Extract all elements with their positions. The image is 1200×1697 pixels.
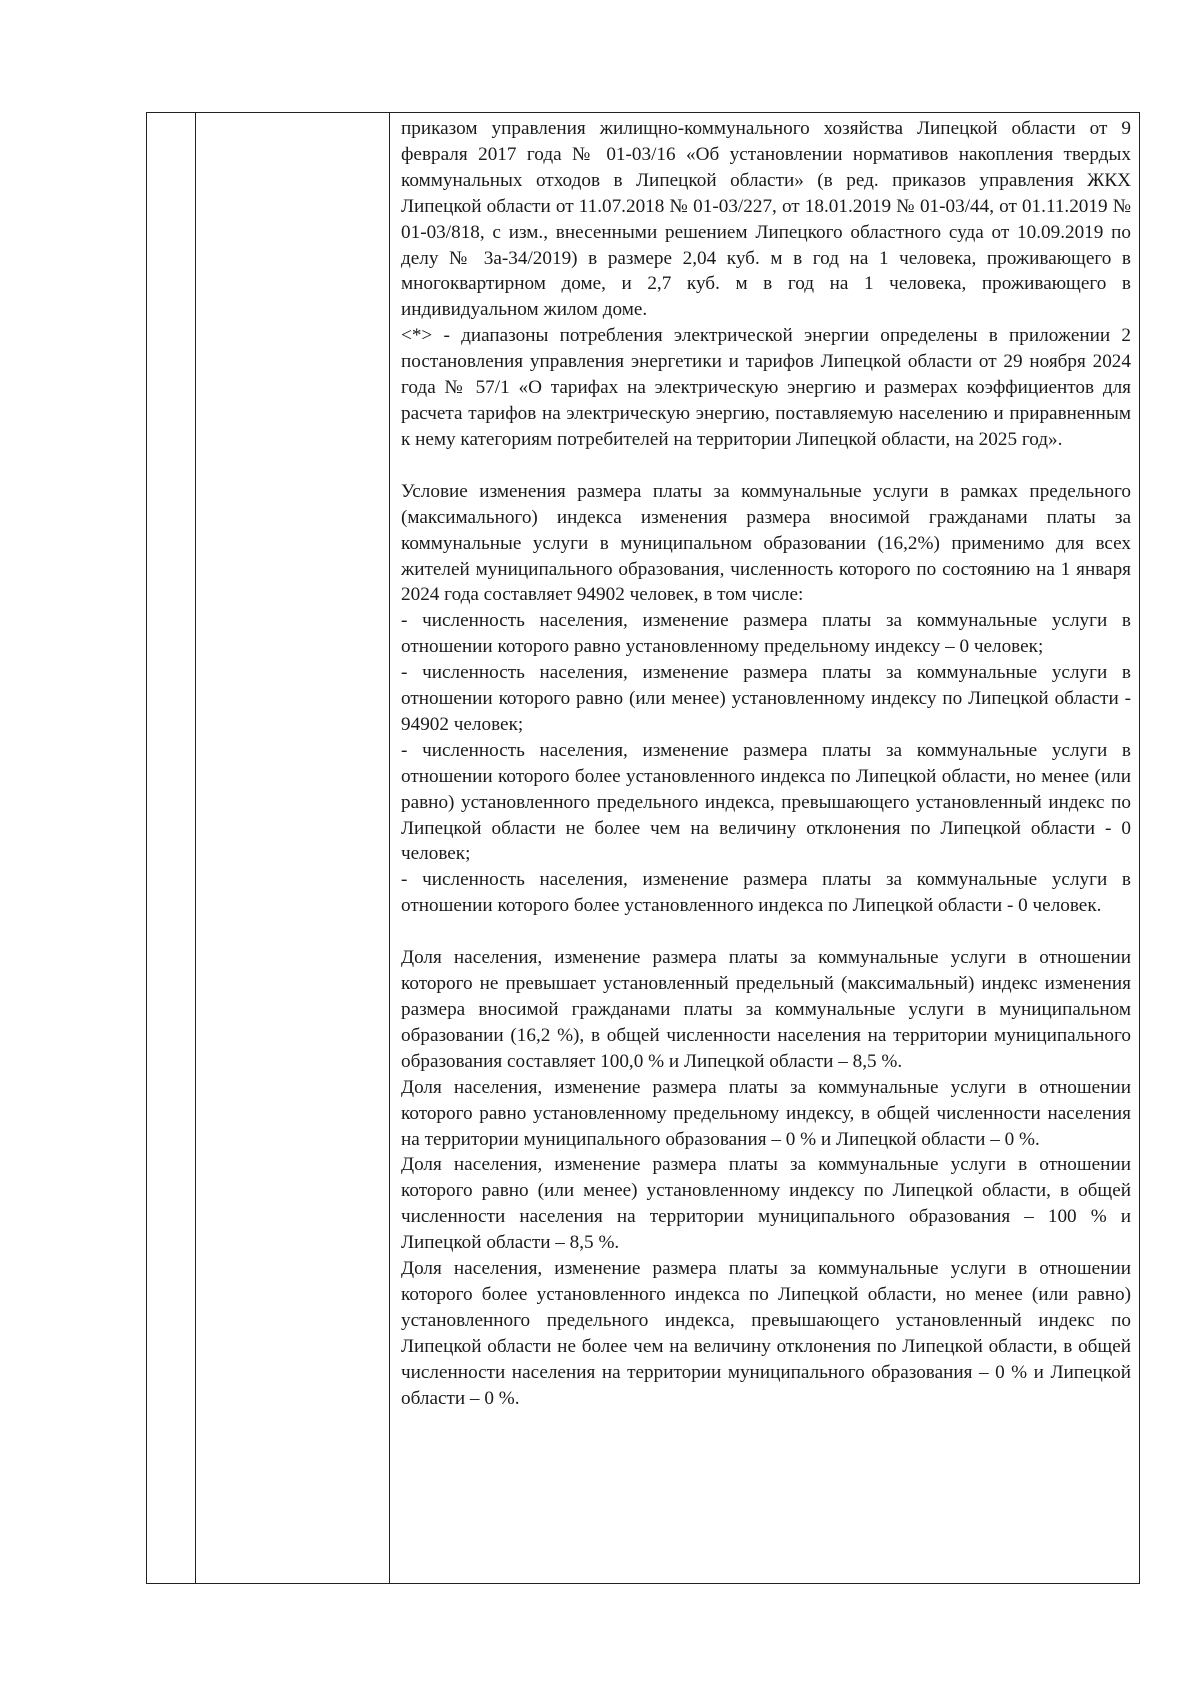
table-column-number xyxy=(147,113,196,1583)
paragraph-gap xyxy=(401,453,1131,479)
list-item-population-between-indices: - численность населения, изменение размера платы за коммунальные услуги в отношении которого более установленного индекса по Липецкой области, но менее (или равно) установленного предельного индекса, превышающего установленный индекс по Липецкой области не более чем на величину отклонения по Липецкой области - 0 человек; xyxy=(401,739,1131,865)
paragraph-share-equal-limit: Доля населения, изменение размера платы за коммунальные услуги в отношении которого равно установленному предельному индексу, в общей численности населения на территории муниципального образования – 0 % и Липецкой области – 0 %. xyxy=(401,1076,1131,1150)
paragraph-share-below-region-index: Доля населения, изменение размера платы за коммунальные услуги в отношении которого равно (или менее) установленному индексу по Липецкой области, в общей численности населения на территории муниципального образования – 100 % и Липецкой области – 8,5 %. xyxy=(401,1154,1131,1254)
list-item-population-below-region-index: - численность населения, изменение размера платы за коммунальные услуги в отношении которого равно (или менее) установленному индексу по Липецкой области - 94902 человек; xyxy=(401,662,1131,735)
table-column-name xyxy=(196,113,390,1583)
paragraph-tko-norms: приказом управления жилищно-коммунального хозяйства Липецкой области от 9 февраля 2017 года № 01-03/16 «Об установлении нормативов накопления твердых коммунальных отходов в Липецкой области» (в ред. приказов управления ЖКХ Липецкой области от 11.07.2018 № 01-03/227, от 18.01.2019 № 01-03/44, от 01.11.2019 № 01-03/818, с изм., внесенными решением Липецкого областного суда от 10.09.2019 по делу № 3а-34/2019) в размере 2,04 куб. м в год на 1 человека, проживающего в многоквартирном доме, и 2,7 куб. м в год на 1 человека, проживающего в индивидуальном жилом доме. xyxy=(401,118,1131,321)
paragraph-payment-condition: Условие изменения размера платы за коммунальные услуги в рамках предельного (максимального) индекса изменения размера вносимой гражданами платы за коммунальные услуги в муниципальном образовании (16,2%) применимо для всех жителей муниципального образования, численность которого по состоянию на 1 января 2024 года составляет 94902 человек, в том числе: xyxy=(401,480,1131,606)
document-table xyxy=(146,112,1140,1584)
paragraph-gap xyxy=(401,919,1131,945)
paragraph-electricity-footnote: <*> - диапазоны потребления электрической энергии определены в приложении 2 постановления управления энергетики и тарифов Липецкой области от 29 ноября 2024 года № 57/1 «О тарифах на электрическую энергию и размерах коэффициентов для расчета тарифов на электрическую энергию, поставляемую населению и приравненным к нему категориям потребителей на территории Липецкой области, на 2025 год». xyxy=(401,325,1131,450)
list-item-population-above-region-index: - численность населения, изменение размера платы за коммунальные услуги в отношении которого более установленного индекса по Липецкой области - 0 человек. xyxy=(401,869,1131,917)
paragraph-share-not-exceeding-limit: Доля населения, изменение размера платы за коммунальные услуги в отношении которого не превышает установленный предельный (максимальный) индекс изменения размера вносимой гражданами платы за коммунальные услуги в муниципальном образовании (16,2 %), в общей численности населения на территории муниципального образования составляет 100,0 % и Липецкой области – 8,5 %. xyxy=(401,947,1131,1072)
paragraph-share-between-indices: Доля населения, изменение размера платы за коммунальные услуги в отношении которого более установленного индекса по Липецкой области, но менее (или равно) установленного предельного индекса, превышающего установленный индекс по Липецкой области не более чем на величину отклонения по Липецкой области, в общей численности населения на территории муниципального образования – 0 % и Липецкой области – 0 %. xyxy=(401,1258,1131,1409)
table-column-content xyxy=(390,113,1139,1583)
list-item-population-equal-limit: - численность населения, изменение размера платы за коммунальные услуги в отношении которого равно установленному предельному индексу – 0 человек; xyxy=(401,610,1131,658)
